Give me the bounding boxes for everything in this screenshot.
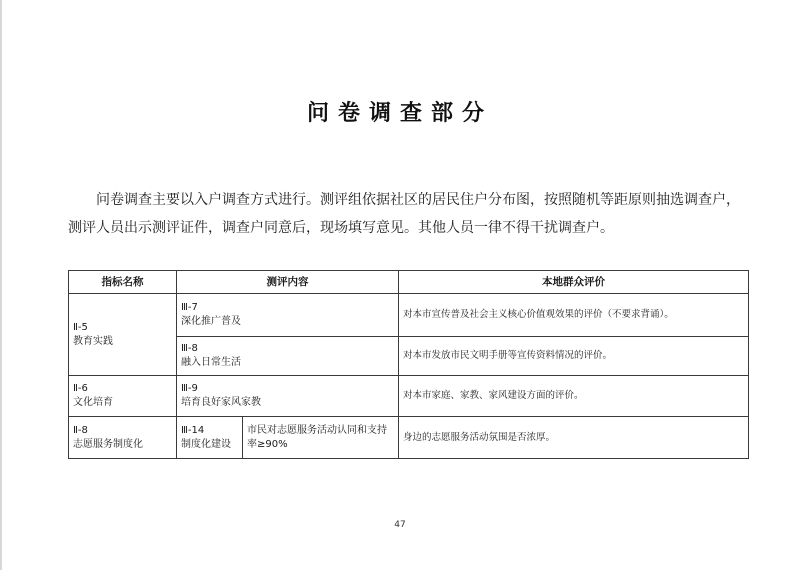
indicator-name: 志愿服务制度化 bbox=[73, 438, 143, 450]
indicator-cell bbox=[69, 294, 177, 376]
content-cell bbox=[177, 337, 399, 376]
indicator-code: Ⅱ-5 bbox=[73, 321, 88, 333]
content-name: 深化推广普及 bbox=[181, 316, 241, 327]
indicator-code: Ⅱ-6 bbox=[73, 383, 88, 394]
evaluation-cell: 对本市发放市民文明手册等宣传资料情况的评价。 bbox=[399, 337, 749, 376]
indicator-name: 文化培育 bbox=[73, 397, 113, 408]
content-cell bbox=[177, 417, 243, 459]
content-cell bbox=[177, 376, 399, 417]
evaluation-cell: 对本市家庭、家教、家风建设方面的评价。 bbox=[399, 376, 749, 417]
intro-paragraph: 问卷调查主要以入户调查方式进行。测评组依据社区的居民住户分布图，按照随机等距原则抽选调查户，测评人员出示测评证件，调查户同意后，现场填写意见。其他人员一律不得干扰调查户。 bbox=[68, 192, 740, 236]
content-code: Ⅲ-14 bbox=[181, 424, 205, 436]
header-content: 测评内容 bbox=[177, 271, 399, 294]
criterion-cell: 市民对志愿服务活动认同和支持率≥90% bbox=[243, 417, 399, 459]
content-code: Ⅲ-7 bbox=[181, 302, 198, 313]
header-evaluation: 本地群众评价 bbox=[399, 271, 749, 294]
indicator-cell bbox=[69, 376, 177, 417]
page-edge bbox=[0, 0, 2, 570]
table-header-row bbox=[69, 271, 749, 294]
survey-table bbox=[68, 270, 749, 459]
evaluation-cell: 对本市宣传普及社会主义核心价值观效果的评价（不要求背诵）。 bbox=[399, 294, 749, 337]
table-row bbox=[69, 376, 749, 417]
page-number: 47 bbox=[394, 520, 406, 530]
content-code: Ⅲ-8 bbox=[181, 343, 198, 354]
content-code: Ⅲ-9 bbox=[181, 383, 198, 394]
page-title: 问卷调查部分 bbox=[306, 101, 493, 126]
indicator-name: 教育实践 bbox=[73, 335, 113, 347]
content-name: 制度化建设 bbox=[181, 438, 231, 450]
indicator-code: Ⅱ-8 bbox=[73, 424, 88, 436]
content-name: 融入日常生活 bbox=[181, 357, 241, 368]
header-indicator: 指标名称 bbox=[69, 271, 177, 294]
table-row bbox=[69, 417, 749, 459]
content-name: 培育良好家风家教 bbox=[181, 397, 261, 408]
evaluation-cell: 身边的志愿服务活动氛围是否浓厚。 bbox=[399, 417, 749, 459]
indicator-cell bbox=[69, 417, 177, 459]
content-cell bbox=[177, 294, 399, 337]
table-row bbox=[69, 294, 749, 337]
